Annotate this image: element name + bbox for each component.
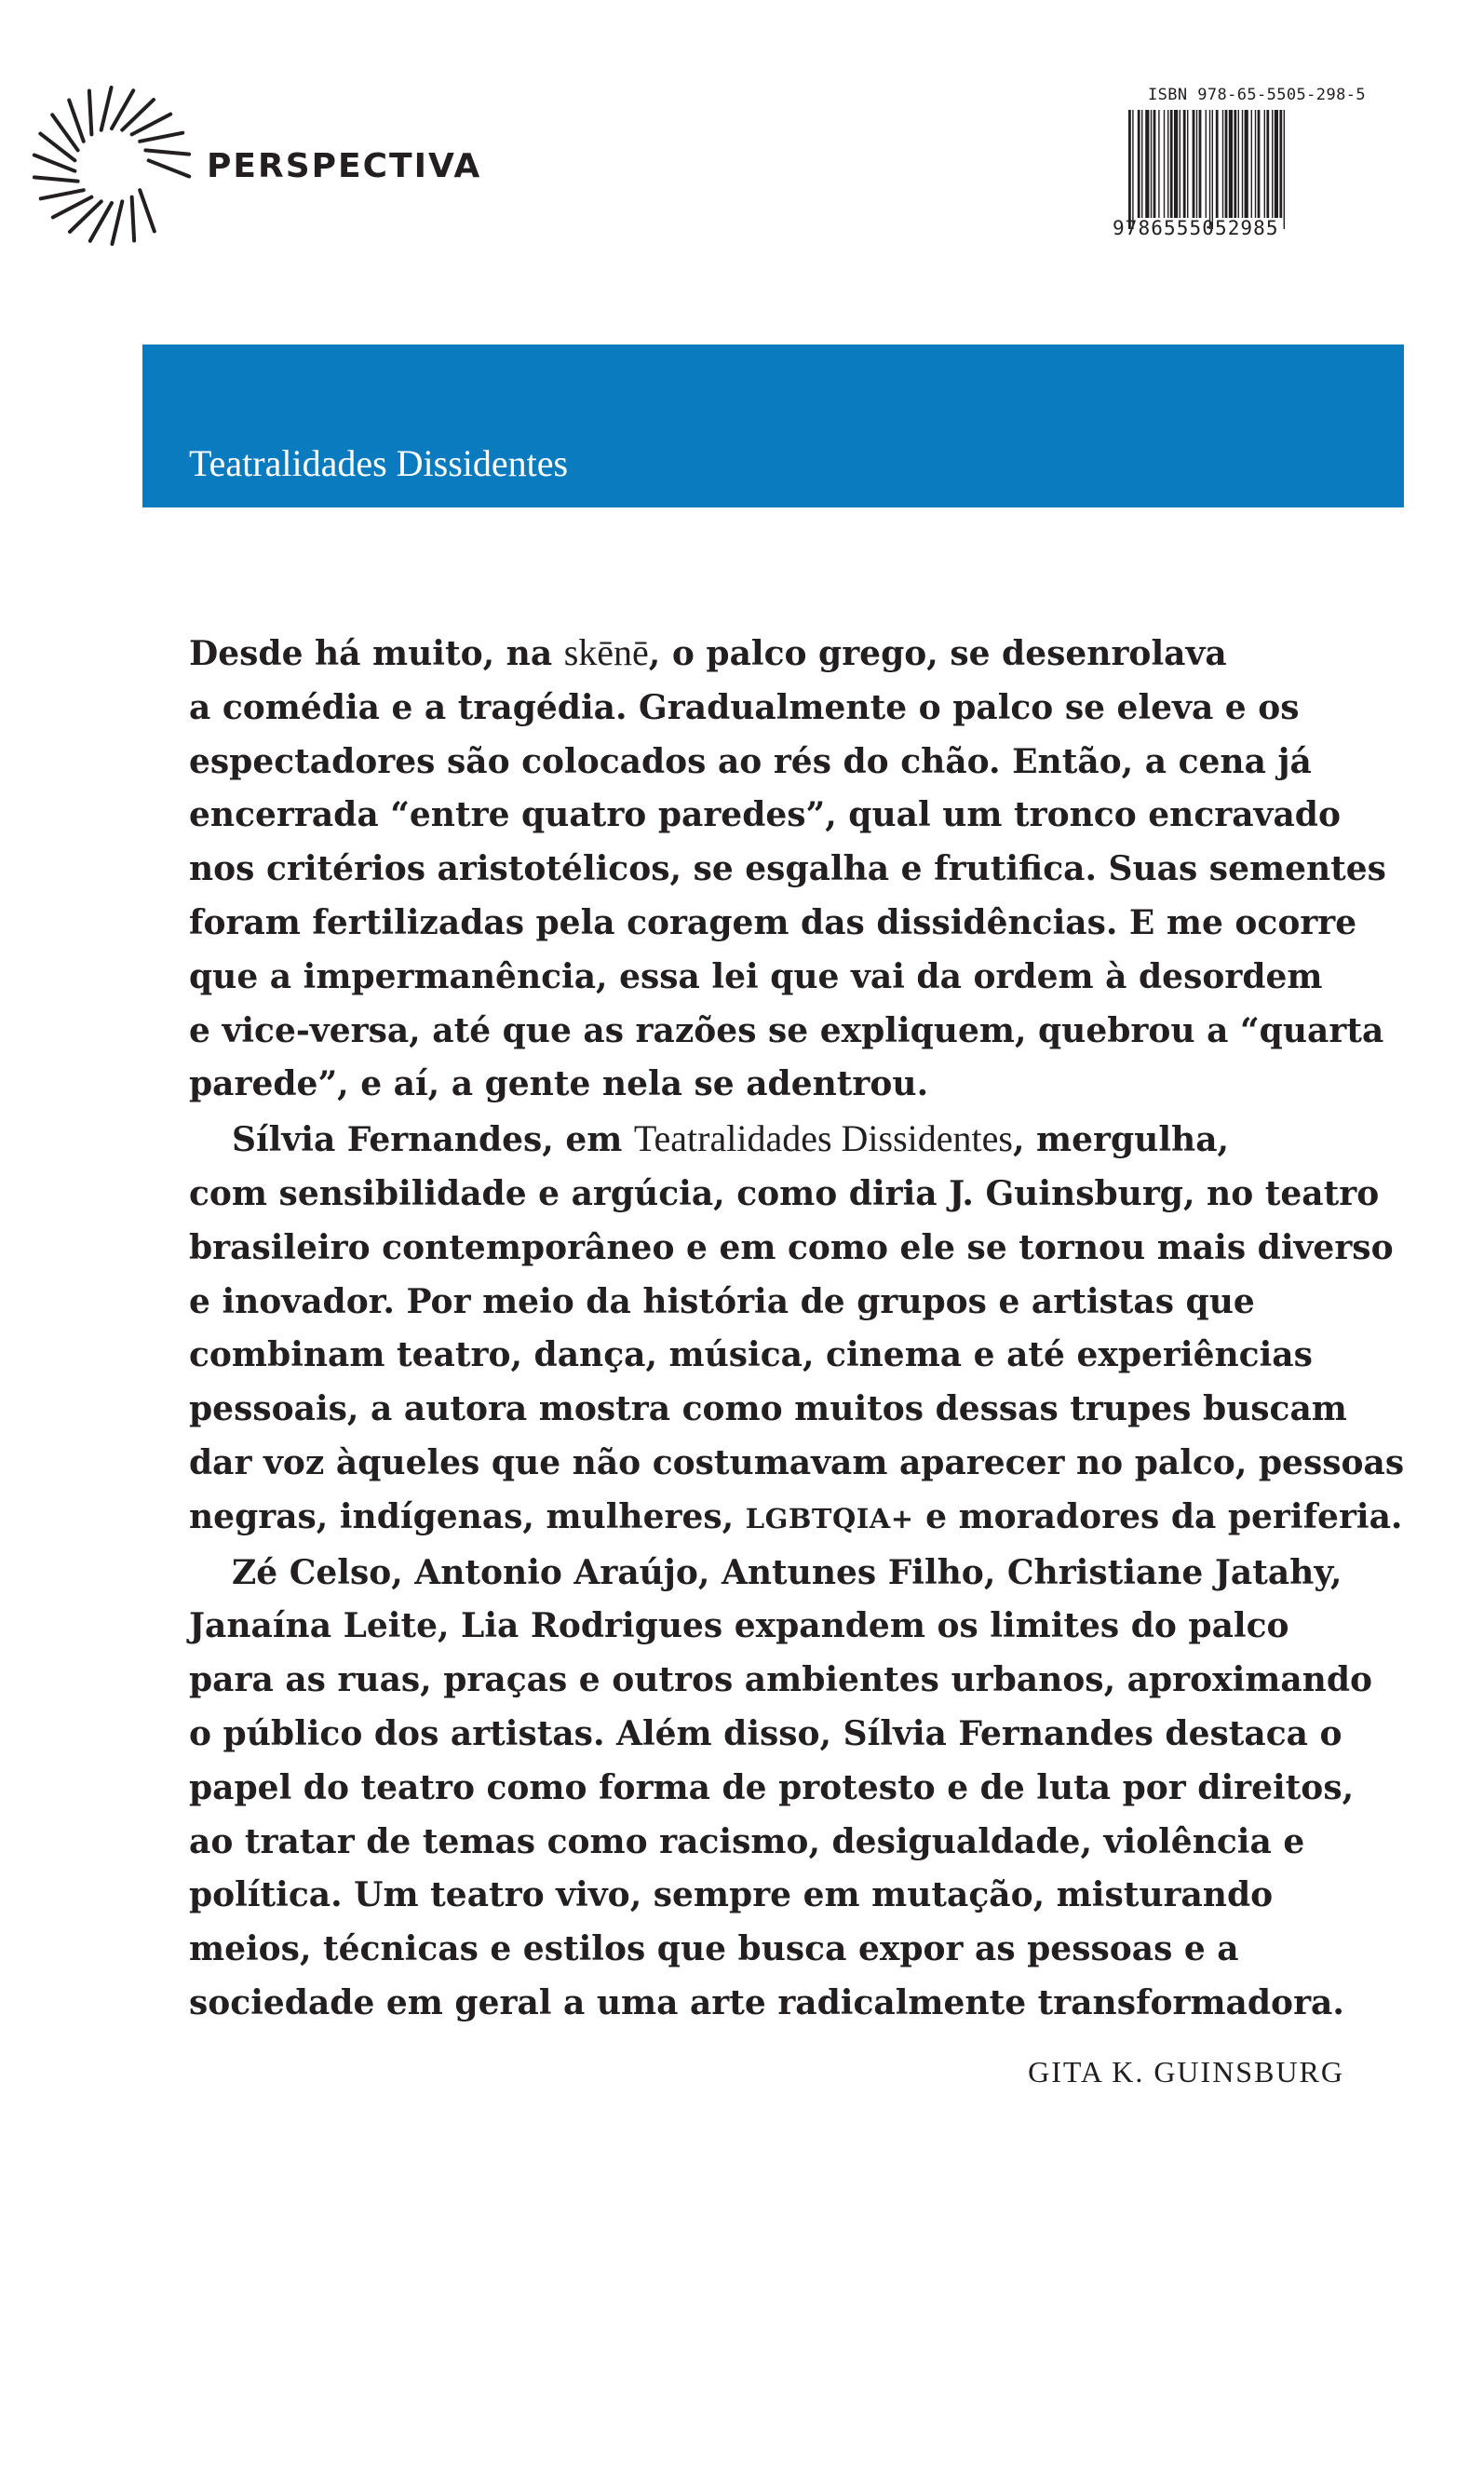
text-line: espectadores são colocados ao rés do chão. Então, a cena já	[189, 741, 1312, 781]
text-line: Janaína Leite, Lia Rodrigues expandem os limites do palco	[189, 1606, 1289, 1646]
publisher-name: PERSPECTIVA	[207, 147, 482, 185]
author-signature: GITA K. GUINSBURG	[1028, 2055, 1344, 2089]
series-band	[142, 345, 1404, 507]
text-line: papel do teatro como forma de protesto e de luta por direitos,	[189, 1767, 1355, 1807]
blurb-text	[189, 626, 1405, 2031]
text-line: Sílvia Fernandes, em Teatralidades Dissidentes, mergulha,	[232, 1117, 1230, 1160]
text-line: combinam teatro, dança, música, cinema e até experiências	[189, 1335, 1313, 1375]
text-line: nos critérios aristotélicos, se esgalha e frutifica. Suas sementes	[189, 849, 1386, 889]
text-line: sociedade em geral a uma arte radicalmente transformadora.	[189, 1982, 1344, 2022]
paragraph-2	[189, 1112, 1405, 1546]
text-line: e vice-versa, até que as razões se expliquem, quebrou a “quarta	[189, 1010, 1384, 1050]
series-title: Teatralidades Dissidentes	[189, 442, 569, 484]
isbn-barcode	[1110, 86, 1404, 246]
text-line: para as ruas, praças e outros ambientes urbanos, aproximando	[189, 1660, 1373, 1700]
text-line: brasileiro contemporâneo e em como ele se tornou mais diverso	[189, 1227, 1394, 1267]
publisher-logo-icon	[32, 86, 192, 246]
text-line: pessoais, a autora mostra como muitos dessas trupes buscam	[189, 1389, 1347, 1429]
text-line: encerrada “entre quatro paredes”, qual um tronco encravado	[189, 795, 1341, 835]
text-line: a comédia e a tragédia. Gradualmente o palco se eleva e os	[189, 687, 1300, 727]
text-line: que a impermanência, essa lei que vai da ordem à desordem	[189, 956, 1323, 996]
text-line: Zé Celso, Antonio Araújo, Antunes Filho, Christiane Jatahy,	[232, 1552, 1342, 1592]
text-line: parede”, e aí, a gente nela se adentrou.	[189, 1064, 929, 1104]
text-line: e inovador. Por meio da história de grupos e artistas que	[189, 1281, 1255, 1321]
text-line: o público dos artistas. Além disso, Sílvia Fernandes destaca o	[189, 1713, 1342, 1753]
barcode-bars	[1128, 110, 1391, 229]
text-line: com sensibilidade e argúcia, como diria J. Guinsburg, no teatro	[189, 1173, 1380, 1213]
text-line: foram fertilizadas pela coragem das dissidências. E me ocorre	[189, 902, 1357, 942]
text-line: ao tratar de temas como racismo, desigualdade, violência e	[189, 1821, 1305, 1861]
text-line: negras, indígenas, mulheres, LGBTQIA+ e moradores da periferia.	[189, 1496, 1403, 1536]
text-line: política. Um teatro vivo, sempre em mutação, misturando	[189, 1875, 1274, 1915]
paragraph-1	[189, 626, 1386, 1112]
isbn-digits: 9786555052985	[1113, 217, 1279, 239]
isbn-label: ISBN 978-65-5505-298-5	[1148, 86, 1366, 104]
paragraph-3	[189, 1547, 1373, 2031]
text-line: dar voz àqueles que não costumavam aparecer no palco, pessoas	[189, 1442, 1405, 1482]
text-line: Desde há muito, na skēnē, o palco grego, se desenrolava	[189, 631, 1227, 673]
text-line: meios, técnicas e estilos que busca expor as pessoas e a	[189, 1929, 1239, 1969]
